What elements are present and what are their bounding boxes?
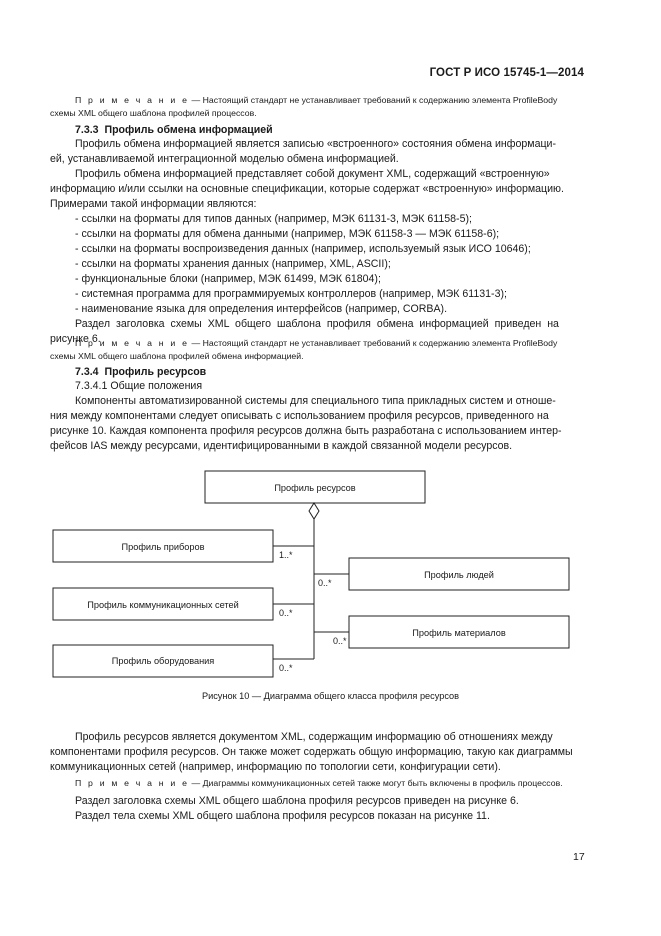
paragraph-line: Компоненты автоматизированной системы для специального типа прикладных систем и отноше-	[75, 395, 556, 407]
note-text: — Настоящий стандарт не устанавливает требований к содержанию элемента ProfileBody	[189, 95, 558, 105]
note-text: — Настоящий стандарт не устанавливает требований к содержанию элемента ProfileBody	[189, 338, 558, 348]
page-number: 17	[573, 851, 585, 863]
paragraph-line: Раздел заголовка схемы XML общего шаблона профиля ресурсов приведен на рисунке 6.	[75, 795, 519, 807]
multiplicity-people: 0..*	[318, 578, 332, 588]
paragraph-line: фейсов IAS между ресурсами, идентифицированными в каждой связанной модели ресурсов.	[50, 440, 513, 452]
section-number: 7.3.4	[75, 366, 99, 378]
paragraph-line: ния между компонентами следует описывать с использованием профиля ресурсов, приведенного на	[50, 410, 549, 422]
subsection-heading: 7.3.4.1 Общие положения	[75, 380, 203, 392]
paragraph-line: компонентами профиля ресурсов. Он также может содержать общую информацию, такую как диаграммы	[50, 746, 573, 758]
section-title: Профиль обмена информацией	[104, 124, 273, 136]
paragraph-line: Примерами такой информации являются:	[50, 198, 257, 210]
root-class-label: Профиль ресурсов	[274, 483, 356, 493]
multiplicity-materials: 0..*	[333, 636, 347, 646]
networks-class-label: Профиль коммуникационных сетей	[87, 600, 239, 610]
paragraph-line: рисунке 6.	[50, 333, 101, 345]
multiplicity-networks: 0..*	[279, 608, 293, 618]
people-class-label: Профиль людей	[424, 570, 494, 580]
note-text: схемы XML общего шаблона профилей процессов.	[50, 108, 257, 118]
note-text: — Диаграммы коммуникационных сетей также могут быть включены в профиль процессов.	[189, 778, 563, 788]
figure-caption: Рисунок 10 — Диаграмма общего класса профиля ресурсов	[201, 691, 460, 701]
list-item: - ссылки на форматы для обмена данными (например, МЭК 61158-3 — МЭК 61158-6);	[75, 228, 500, 240]
paragraph-line: информацию и/или ссылки на основные спецификации, которые содержат «встроенную» информацию.	[50, 183, 564, 195]
paragraph-line: Профиль обмена информацией представляет собой документ XML, содержащий «встроенную»	[75, 168, 550, 180]
list-item: - наименование языка для определения интерфейсов (например, CORBA).	[75, 303, 448, 315]
note-label: П р и м е ч а н и е	[75, 778, 190, 788]
equipment-class-label: Профиль оборудования	[111, 656, 215, 666]
note-text: схемы XML общего шаблона профилей обмена информацией.	[50, 351, 304, 361]
aggregation-diamond	[309, 503, 319, 519]
list-item: - ссылки на форматы для типов данных (например, МЭК 61131-3, МЭК 61158-5);	[75, 213, 472, 225]
section-title: Профиль ресурсов	[104, 366, 207, 378]
paragraph-line: Раздел тела схемы XML общего шаблона профиля ресурсов показан на рисунке 11.	[75, 810, 490, 822]
paragraph-line: Профиль ресурсов является документом XML, содержащим информацию об отношениях между	[75, 731, 553, 743]
note-label: П р и м е ч а н и е	[75, 338, 190, 348]
paragraph-line: коммуникационных сетей (например, информацию по топологии сети, конфигурации сети).	[50, 761, 501, 773]
note-network-diagrams	[75, 777, 583, 790]
paragraph-line: ей, устанавливаемой интеграционной моделью обмена информацией.	[50, 153, 399, 165]
section-number: 7.3.3	[75, 124, 99, 136]
schema-references	[75, 794, 583, 824]
multiplicity-equipment: 0..*	[279, 663, 293, 673]
multiplicity-instruments: 1..*	[279, 550, 293, 560]
paragraph-line: рисунке 10. Каждая компонента профиля ресурсов должна быть разработана с использованием интер-	[50, 425, 562, 437]
paragraph-line: Профиль обмена информацией является записью «встроенного» состояния обмена информаци-	[75, 138, 556, 150]
list-item: - функциональные блоки (например, МЭК 61499, МЭК 61804);	[75, 273, 381, 285]
list-item: - ссылки на форматы воспроизведения данных (например, используемый язык ИСО 10646);	[75, 243, 531, 255]
paragraph-line: Раздел заголовка схемы XML общего шаблона профиля обмена информацией приведен на	[75, 318, 559, 330]
instruments-class-label: Профиль приборов	[121, 542, 205, 552]
list-item: - системная программа для программируемых контроллеров (например, МЭК 61131-3);	[75, 288, 507, 300]
list-item: - ссылки на форматы хранения данных (например, XML, ASCII);	[75, 258, 391, 270]
resources-profile-description	[50, 730, 583, 775]
note-label: П р и м е ч а н и е	[75, 95, 190, 105]
document-header: ГОСТ Р ИСО 15745-1—2014	[429, 67, 584, 79]
materials-class-label: Профиль материалов	[412, 628, 506, 638]
